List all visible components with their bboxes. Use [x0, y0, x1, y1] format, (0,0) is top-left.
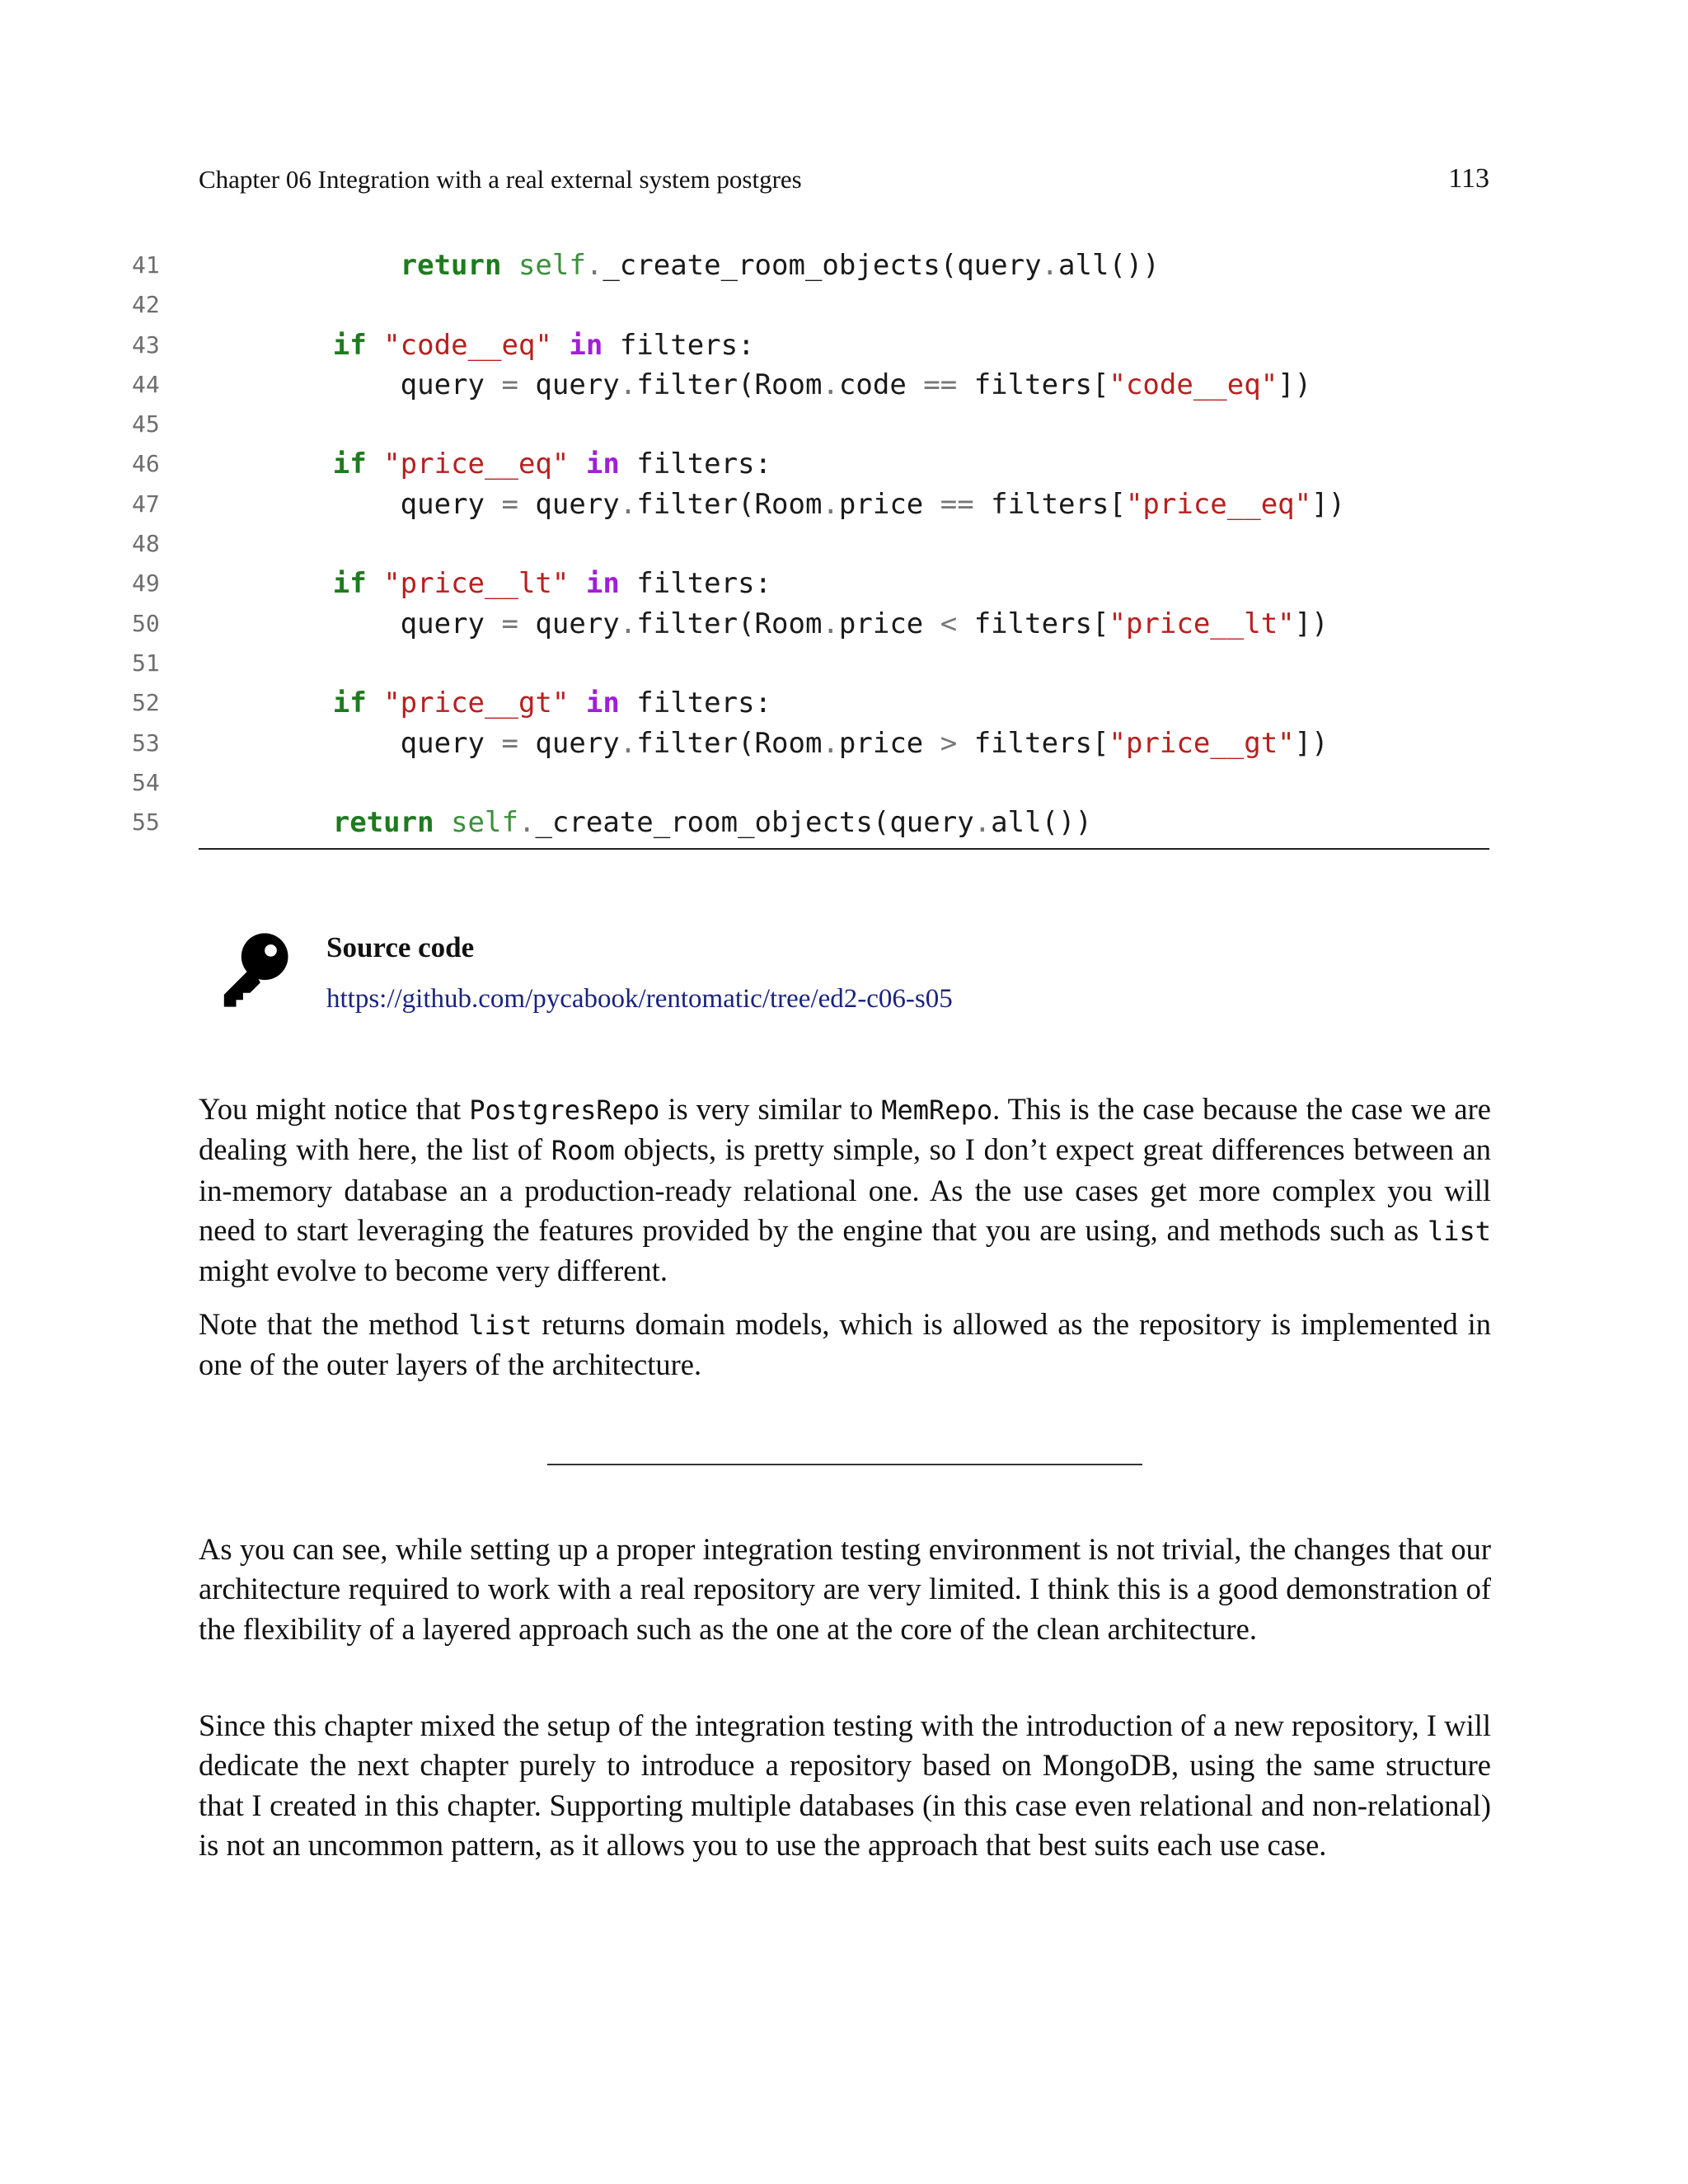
paragraph-text: might evolve to become very different. — [199, 1254, 668, 1288]
line-number: 47 — [132, 490, 160, 518]
code-line — [132, 644, 1492, 683]
source-code-link[interactable]: https://github.com/pycabook/rentomatic/tree/ed2-c06-s05 — [326, 984, 953, 1014]
code-text: if "price__eq" in filters: — [332, 448, 772, 481]
code-line — [132, 683, 1492, 723]
chapter-title: Chapter 06 Integration with a real external system postgres — [199, 165, 802, 194]
code-line — [132, 524, 1492, 564]
code-line — [132, 604, 1492, 644]
code-line — [132, 485, 1492, 524]
code-line — [132, 405, 1492, 444]
line-number: 49 — [132, 569, 160, 598]
code-line — [132, 365, 1492, 405]
paragraph-text: . This is the case because the case we are dealing with here, the list of — [199, 1092, 1491, 1167]
code-line — [132, 564, 1492, 603]
paragraph-1 — [199, 1090, 1491, 1291]
code-line — [132, 246, 1492, 285]
paragraph-3 — [199, 1530, 1491, 1649]
code-text: if "price__lt" in filters: — [332, 567, 772, 601]
paragraph-2 — [199, 1305, 1491, 1385]
code-line — [132, 444, 1492, 484]
code-line — [132, 724, 1492, 763]
line-number: 50 — [132, 609, 160, 637]
line-number: 51 — [132, 649, 160, 677]
inline-code: list — [1427, 1215, 1491, 1247]
code-text: if "code__eq" in filters: — [332, 328, 755, 362]
code-text: return self._create_room_objects(query.all()) — [400, 249, 1160, 282]
line-number: 41 — [132, 251, 160, 279]
line-number: 44 — [132, 370, 160, 398]
paragraph-text: returns domain models, which is allowed as the repository is implemented in one of the outer layers of the architecture. — [199, 1307, 1491, 1382]
paragraph-text: Since this chapter mixed the setup of the integration testing with the introduction of a new repository, I will dedicate the next chapter purely to introduce a repository based on MongoDB, using the same structure that I created in this chapter. Supporting multiple databases (in this case even relational and non-relational) is not an uncommon pattern, as it allows you to use the approach that best suits each use case. — [199, 1708, 1491, 1862]
inline-code: list — [468, 1310, 532, 1341]
code-line — [132, 326, 1492, 365]
code-text: query = query.filter(Room.code == filters["code__eq"]) — [198, 368, 1312, 401]
paragraph-text: As you can see, while setting up a proper integration testing environment is not trivial, the changes that our architecture required to work with a real repository are very limited. I think this is a good demonstration of the flexibility of a layered approach such as the one at the core of the clean architecture. — [199, 1532, 1491, 1646]
line-number: 52 — [132, 689, 160, 717]
paragraph-4 — [199, 1706, 1491, 1865]
paragraph-text: Note that the method — [199, 1307, 469, 1341]
section-separator — [547, 1464, 1142, 1465]
paragraph-text: is very similar to — [659, 1092, 882, 1126]
code-text: if "price__gt" in filters: — [332, 687, 772, 720]
running-head — [199, 155, 1489, 194]
code-text: query = query.filter(Room.price > filters["price__gt"]) — [198, 726, 1329, 760]
line-number: 43 — [132, 330, 160, 359]
code-text: query = query.filter(Room.price == filters["price__eq"]) — [198, 487, 1346, 521]
paragraph-text: You might notice that — [199, 1092, 470, 1126]
code-line — [132, 285, 1492, 325]
code-line — [132, 803, 1492, 842]
page-number: 113 — [1448, 163, 1489, 194]
inline-code: PostgresRepo — [469, 1094, 660, 1126]
code-text: query = query.filter(Room.price < filters["price__lt"]) — [198, 607, 1329, 640]
source-code-callout — [210, 923, 1282, 1022]
line-number: 46 — [132, 450, 160, 478]
key-icon — [210, 927, 297, 1014]
code-line — [132, 763, 1492, 803]
paragraph-text: objects, is pretty simple, so I don’t expect great differences between an in-memory database an a production-ready relational one. As the use cases get more complex you will need to start leveraging the features provided by the engine that you are using, and methods such as — [199, 1132, 1491, 1247]
callout-title: Source code — [326, 931, 475, 963]
line-number: 42 — [132, 291, 160, 319]
code-bottom-rule — [199, 848, 1489, 850]
line-number: 45 — [132, 410, 160, 438]
line-number: 48 — [132, 530, 160, 558]
line-number: 55 — [132, 808, 160, 837]
line-number: 54 — [132, 768, 160, 796]
line-number: 53 — [132, 729, 160, 757]
code-listing — [132, 246, 1492, 842]
code-text: return self._create_room_objects(query.all()) — [332, 806, 1092, 840]
inline-code: Room — [551, 1135, 615, 1167]
inline-code: MemRepo — [881, 1094, 993, 1126]
